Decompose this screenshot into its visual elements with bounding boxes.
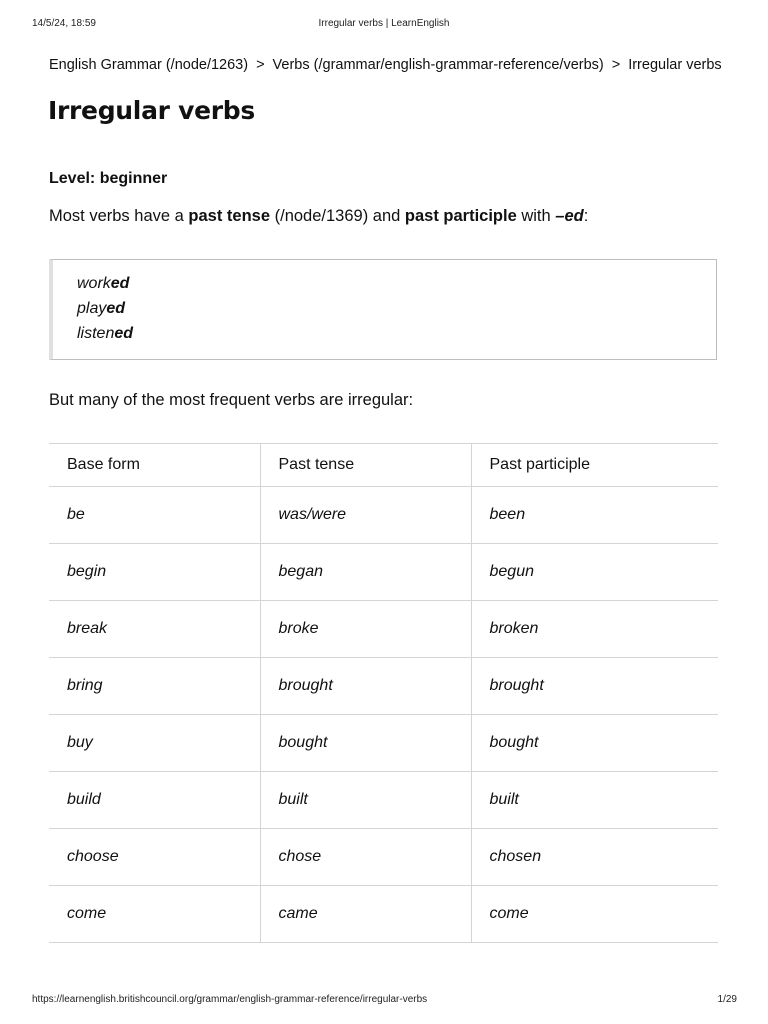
example-line: [77, 275, 129, 293]
breadcrumb-separator: >: [611, 57, 621, 73]
table-row: [49, 601, 718, 658]
cell-base-form: be: [49, 487, 260, 544]
cell-past-participle: brought: [471, 658, 718, 715]
column-header-past-participle: Past participle: [471, 444, 718, 487]
cell-base-form: break: [49, 601, 260, 658]
table-row: [49, 715, 718, 772]
cell-past-participle: begun: [471, 544, 718, 601]
example-line: [77, 300, 125, 318]
cell-past-tense: built: [260, 772, 471, 829]
ed-suffix: –ed: [555, 207, 584, 225]
breadcrumb-separator: >: [256, 57, 265, 73]
column-header-base-form: Base form: [49, 444, 260, 487]
cell-past-participle: chosen: [471, 829, 718, 886]
intro-end: :: [583, 207, 589, 225]
intro-with-text: with: [516, 207, 556, 225]
table-header-row: [49, 444, 718, 487]
cell-past-tense: chose: [260, 829, 471, 886]
page-number: 1/29: [717, 994, 737, 1005]
cell-past-tense: was/were: [260, 487, 471, 544]
page-title: Irregular verbs: [48, 96, 255, 125]
term-past-participle: past participle: [404, 207, 517, 225]
example-line: [77, 325, 133, 343]
cell-past-participle: been: [471, 487, 718, 544]
example-ending: ed: [110, 275, 130, 292]
cell-base-form: bring: [49, 658, 260, 715]
breadcrumb-item-verbs[interactable]: Verbs (/grammar/english-grammar-reference/verbs): [272, 57, 604, 73]
cell-past-tense: broke: [260, 601, 471, 658]
example-stem: play: [77, 300, 107, 317]
print-url: https://learnenglish.britishcouncil.org/grammar/english-grammar-reference/irregular-verbs: [32, 994, 428, 1005]
print-doc-title: Irregular verbs | LearnEnglish: [318, 18, 450, 29]
print-datetime: 14/5/24, 18:59: [32, 18, 96, 29]
table-row: [49, 487, 718, 544]
irregular-intro: But many of the most frequent verbs are irregular:: [49, 391, 414, 409]
print-footer: [0, 994, 768, 1008]
cell-base-form: build: [49, 772, 260, 829]
cell-past-tense: came: [260, 886, 471, 943]
cell-past-tense: brought: [260, 658, 471, 715]
cell-base-form: buy: [49, 715, 260, 772]
example-ending: ed: [106, 300, 126, 317]
intro-text: Most verbs have a: [49, 207, 189, 225]
level-label: Level: beginner: [49, 170, 168, 187]
table-row: [49, 886, 718, 943]
table-row: [49, 658, 718, 715]
example-ending: ed: [114, 325, 134, 342]
cell-past-tense: began: [260, 544, 471, 601]
cell-base-form: begin: [49, 544, 260, 601]
cell-past-participle: built: [471, 772, 718, 829]
table-row: [49, 544, 718, 601]
breadcrumb-item-irregular-verbs: Irregular verbs: [628, 57, 722, 73]
cell-past-participle: broken: [471, 601, 718, 658]
example-box: [49, 259, 717, 360]
intro-paragraph: [49, 207, 588, 226]
print-header: [0, 18, 768, 32]
example-stem: work: [77, 275, 111, 292]
table-row: [49, 829, 718, 886]
cell-past-tense: bought: [260, 715, 471, 772]
cell-base-form: choose: [49, 829, 260, 886]
intro-link-text: (/node/1369) and: [270, 207, 405, 225]
table-row: [49, 772, 718, 829]
cell-base-form: come: [49, 886, 260, 943]
example-stem: listen: [77, 325, 115, 342]
breadcrumb: [49, 57, 722, 73]
cell-past-participle: come: [471, 886, 718, 943]
irregular-verbs-table: [49, 443, 718, 943]
column-header-past-tense: Past tense: [260, 444, 471, 487]
term-past-tense[interactable]: past tense: [188, 207, 271, 225]
cell-past-participle: bought: [471, 715, 718, 772]
breadcrumb-item-english-grammar[interactable]: English Grammar (/node/1263): [49, 57, 249, 73]
